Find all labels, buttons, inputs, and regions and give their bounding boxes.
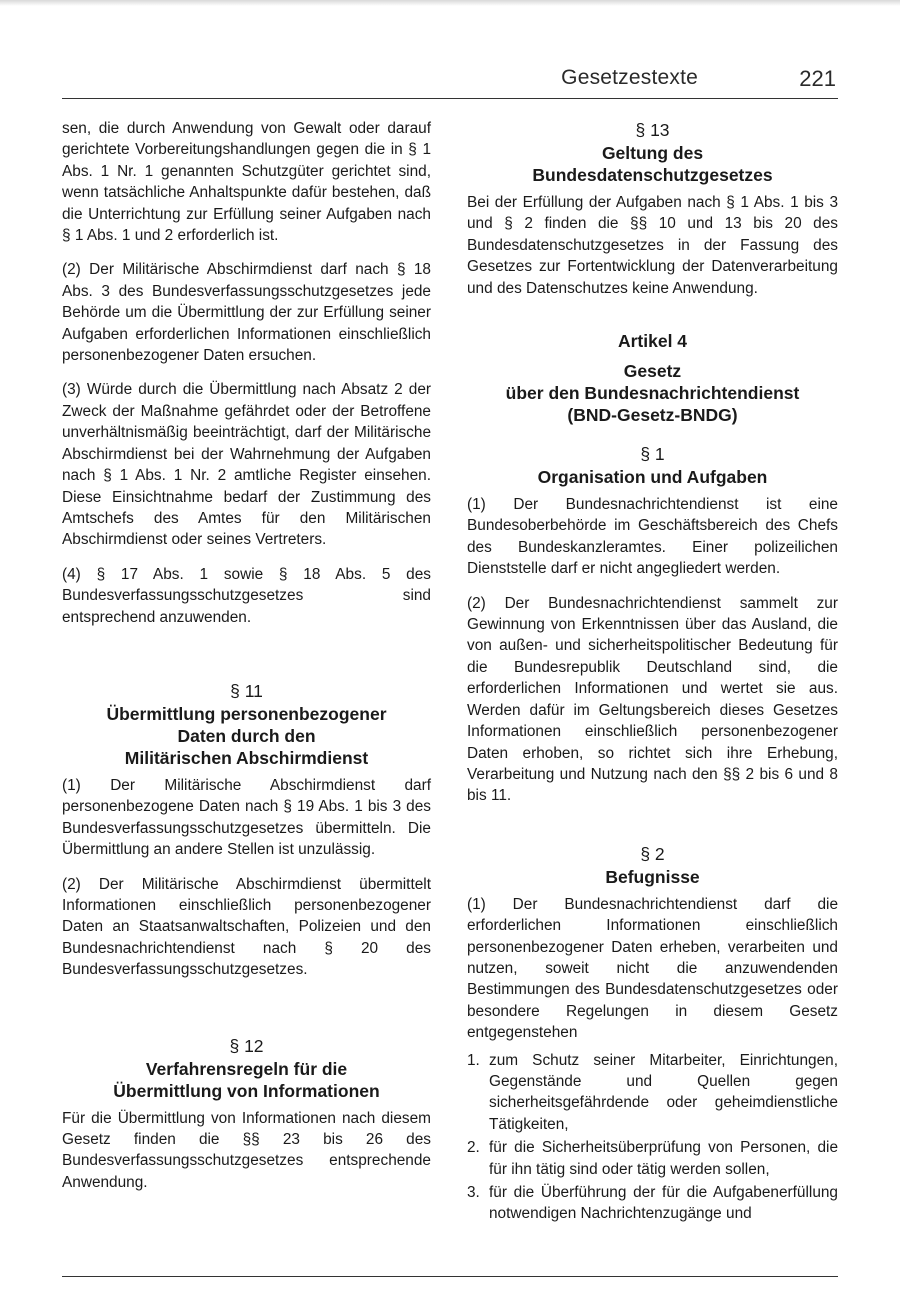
section-2-sign: § 2 <box>640 843 665 864</box>
section-11-title-line-3: Militärischen Abschirmdienst <box>124 747 369 768</box>
list-item-number: 3. <box>467 1184 480 1201</box>
list-item-text: für die Sicherheitsüberprüfung von Personen, die für ihn tätig sind oder tätig werden sollen, <box>489 1139 838 1178</box>
page-header <box>62 66 838 98</box>
list-item <box>467 1137 838 1180</box>
section-13-title-line-1: Geltung des <box>601 143 704 163</box>
paragraph-4: (4) § 17 Abs. 1 sowie § 18 Abs. 5 des Bundesverfassungsschutzgesetzes sind entsprechend anzuwenden. <box>62 565 431 626</box>
list-item-text: für die Überführung der für die Aufgabenerfüllung notwendigen Nachrichtenzugänge und <box>489 1184 838 1223</box>
article-title-line-2: über den Bundesnachrichtendienst <box>505 383 800 404</box>
section-1-paragraph-1: (1) Der Bundesnachrichtendienst ist eine Bundesoberbehörde im Geschäftsbereich des Chefs des Bundeskanzleramtes. Einer polizeilichen Dienststelle darf er nicht angegliedert werden. <box>467 496 838 578</box>
list-item-number: 1. <box>467 1051 480 1069</box>
section-12-paragraph-1: Für die Übermittlung von Informationen nach diesem Gesetz finden die §§ 23 bis 26 des Bundesverfassungsschutzgesetzes entsprechende Anwendung. <box>62 1109 431 1191</box>
section-11-sign: § 11 <box>230 680 263 701</box>
list-item-number: 2. <box>467 1139 480 1157</box>
list-item-text: zum Schutz seiner Mitarbeiter, Einrichtungen, Gegenstände und Quellen gegen sicherheitsgefährdende oder geheimdienstliche Tätigkeiten, <box>489 1051 838 1133</box>
list-item <box>467 1182 838 1225</box>
section-11-title-line-2: Daten durch den <box>177 725 316 746</box>
article-label: Artikel 4 <box>617 331 688 352</box>
section-12-sign: § 12 <box>229 1035 264 1056</box>
section-2-title: Befugnisse <box>605 866 700 887</box>
section-11-paragraph-1: (1) Der Militärische Abschirmdienst darf personenbezogene Daten nach § 19 Abs. 1 bis 3 des Bundesverfassungsschutzgesetzes übermitteln. Die Übermittlung an andere Stellen ist unzulässig. <box>62 776 431 859</box>
list-item <box>467 1050 838 1136</box>
scan-edge <box>0 0 900 6</box>
footer-rule <box>62 1276 838 1277</box>
section-12-title-line-1: Verfahrensregeln für die <box>145 1058 348 1079</box>
paragraph-continued: sen, die durch Anwendung von Gewalt oder darauf gerichtete Vorbereitungshandlungen gegen die in § 1 Abs. 1 Nr. 1 genannten Schutzgüter gerichtet sind, wenn tatsächliche Anhaltspunkte dafür bestehen, daß die Unterrichtung zur Erfüllung seiner Aufgaben nach § 1 Abs. 1 und 2 erforderlich ist. <box>62 120 431 245</box>
section-13-sign: § 13 <box>635 120 670 140</box>
section-13-title-line-2: Bundesdatenschutzgesetzes <box>532 165 773 185</box>
section-2-list <box>467 1050 838 1225</box>
paragraph-2: (2) Der Militärische Abschirmdienst darf nach § 18 Abs. 3 des Bundesverfassungsschutzgesetzes jede Behörde um die Übermittlung der zur Erfüllung seiner Aufgaben erforderlichen Informationen einschließlich personenbezogener Daten ersuchen. <box>62 261 431 365</box>
section-13-paragraph-1: Bei der Erfüllung der Aufgaben nach § 1 Abs. 1 bis 3 und § 2 finden die §§ 10 und 13 bis 20 des Bundesdatenschutzgesetzes in der Fassung des Gesetzes zur Fortentwicklung der Datenverarbeitung und des Datenschutzes keine Anwendung. <box>467 194 838 297</box>
section-1-sign: § 1 <box>640 444 665 465</box>
paragraph-3: (3) Würde durch die Übermittlung nach Absatz 2 der Zweck der Maßnahme gefährdet oder der Betroffene unverhältnismäßig beeinträchtigt, darf der Militärische Abschirmdienst bei der Wahrnehmung der Aufgaben nach § 1 Abs. 1 Nr. 2 amtliche Register einsehen. Diese Einsichtnahme bedarf der Zustimmung des Amtschefs des Amtes für den Militärischen Abschirmdienst oder seines Vertreters. <box>62 381 431 549</box>
article-title-line-3: (BND-Gesetz-BNDG) <box>567 405 738 426</box>
left-column <box>62 118 431 1206</box>
section-1-paragraph-2: (2) Der Bundesnachrichtendienst sammelt zur Gewinnung von Erkenntnissen über das Ausland, die von außen- und sicherheitspolitischer Bedeutung für die Bundesrepublik Deutschland sind, die erforderlichen Informationen und wertet sie aus. Werden dafür im Geltungsbereich dieses Gesetzes Informationen einschließlich personenbezogener Daten erhoben, so richtet sich ihre Erhebung, Verarbeitung und Nutzung nach den §§ 2 bis 6 und 8 bis 11. <box>467 594 838 805</box>
running-title: Gesetzestexte <box>561 66 698 89</box>
right-column <box>467 118 838 1227</box>
section-11-title-line-1: Übermittlung personenbezogener <box>106 703 387 724</box>
page-number: 221 <box>799 66 836 91</box>
section-1-title: Organisation und Aufgaben <box>537 467 768 488</box>
article-title-line-1: Gesetz <box>623 361 682 382</box>
section-11-paragraph-2: (2) Der Militärische Abschirmdienst übermittelt Informationen einschließlich personenbezogener Daten an Staatsanwaltschaften, Polizeien und den Bundesnachrichtendienst nach § 20 des Bundesverfassungsschutzgesetzes. <box>62 875 431 979</box>
header-rule <box>62 98 838 99</box>
section-12-title-line-2: Übermittlung von Informationen <box>113 1080 380 1101</box>
section-2-paragraph-1: (1) Der Bundesnachrichtendienst darf die erforderlichen Informationen einschließlich personenbezogener Daten erheben, verarbeiten und nutzen, soweit nicht die anzuwendenden Bestimmungen des Bundesdatenschutzgesetzes oder besondere Regelungen in diesem Gesetz entgegenstehen <box>467 895 838 1042</box>
